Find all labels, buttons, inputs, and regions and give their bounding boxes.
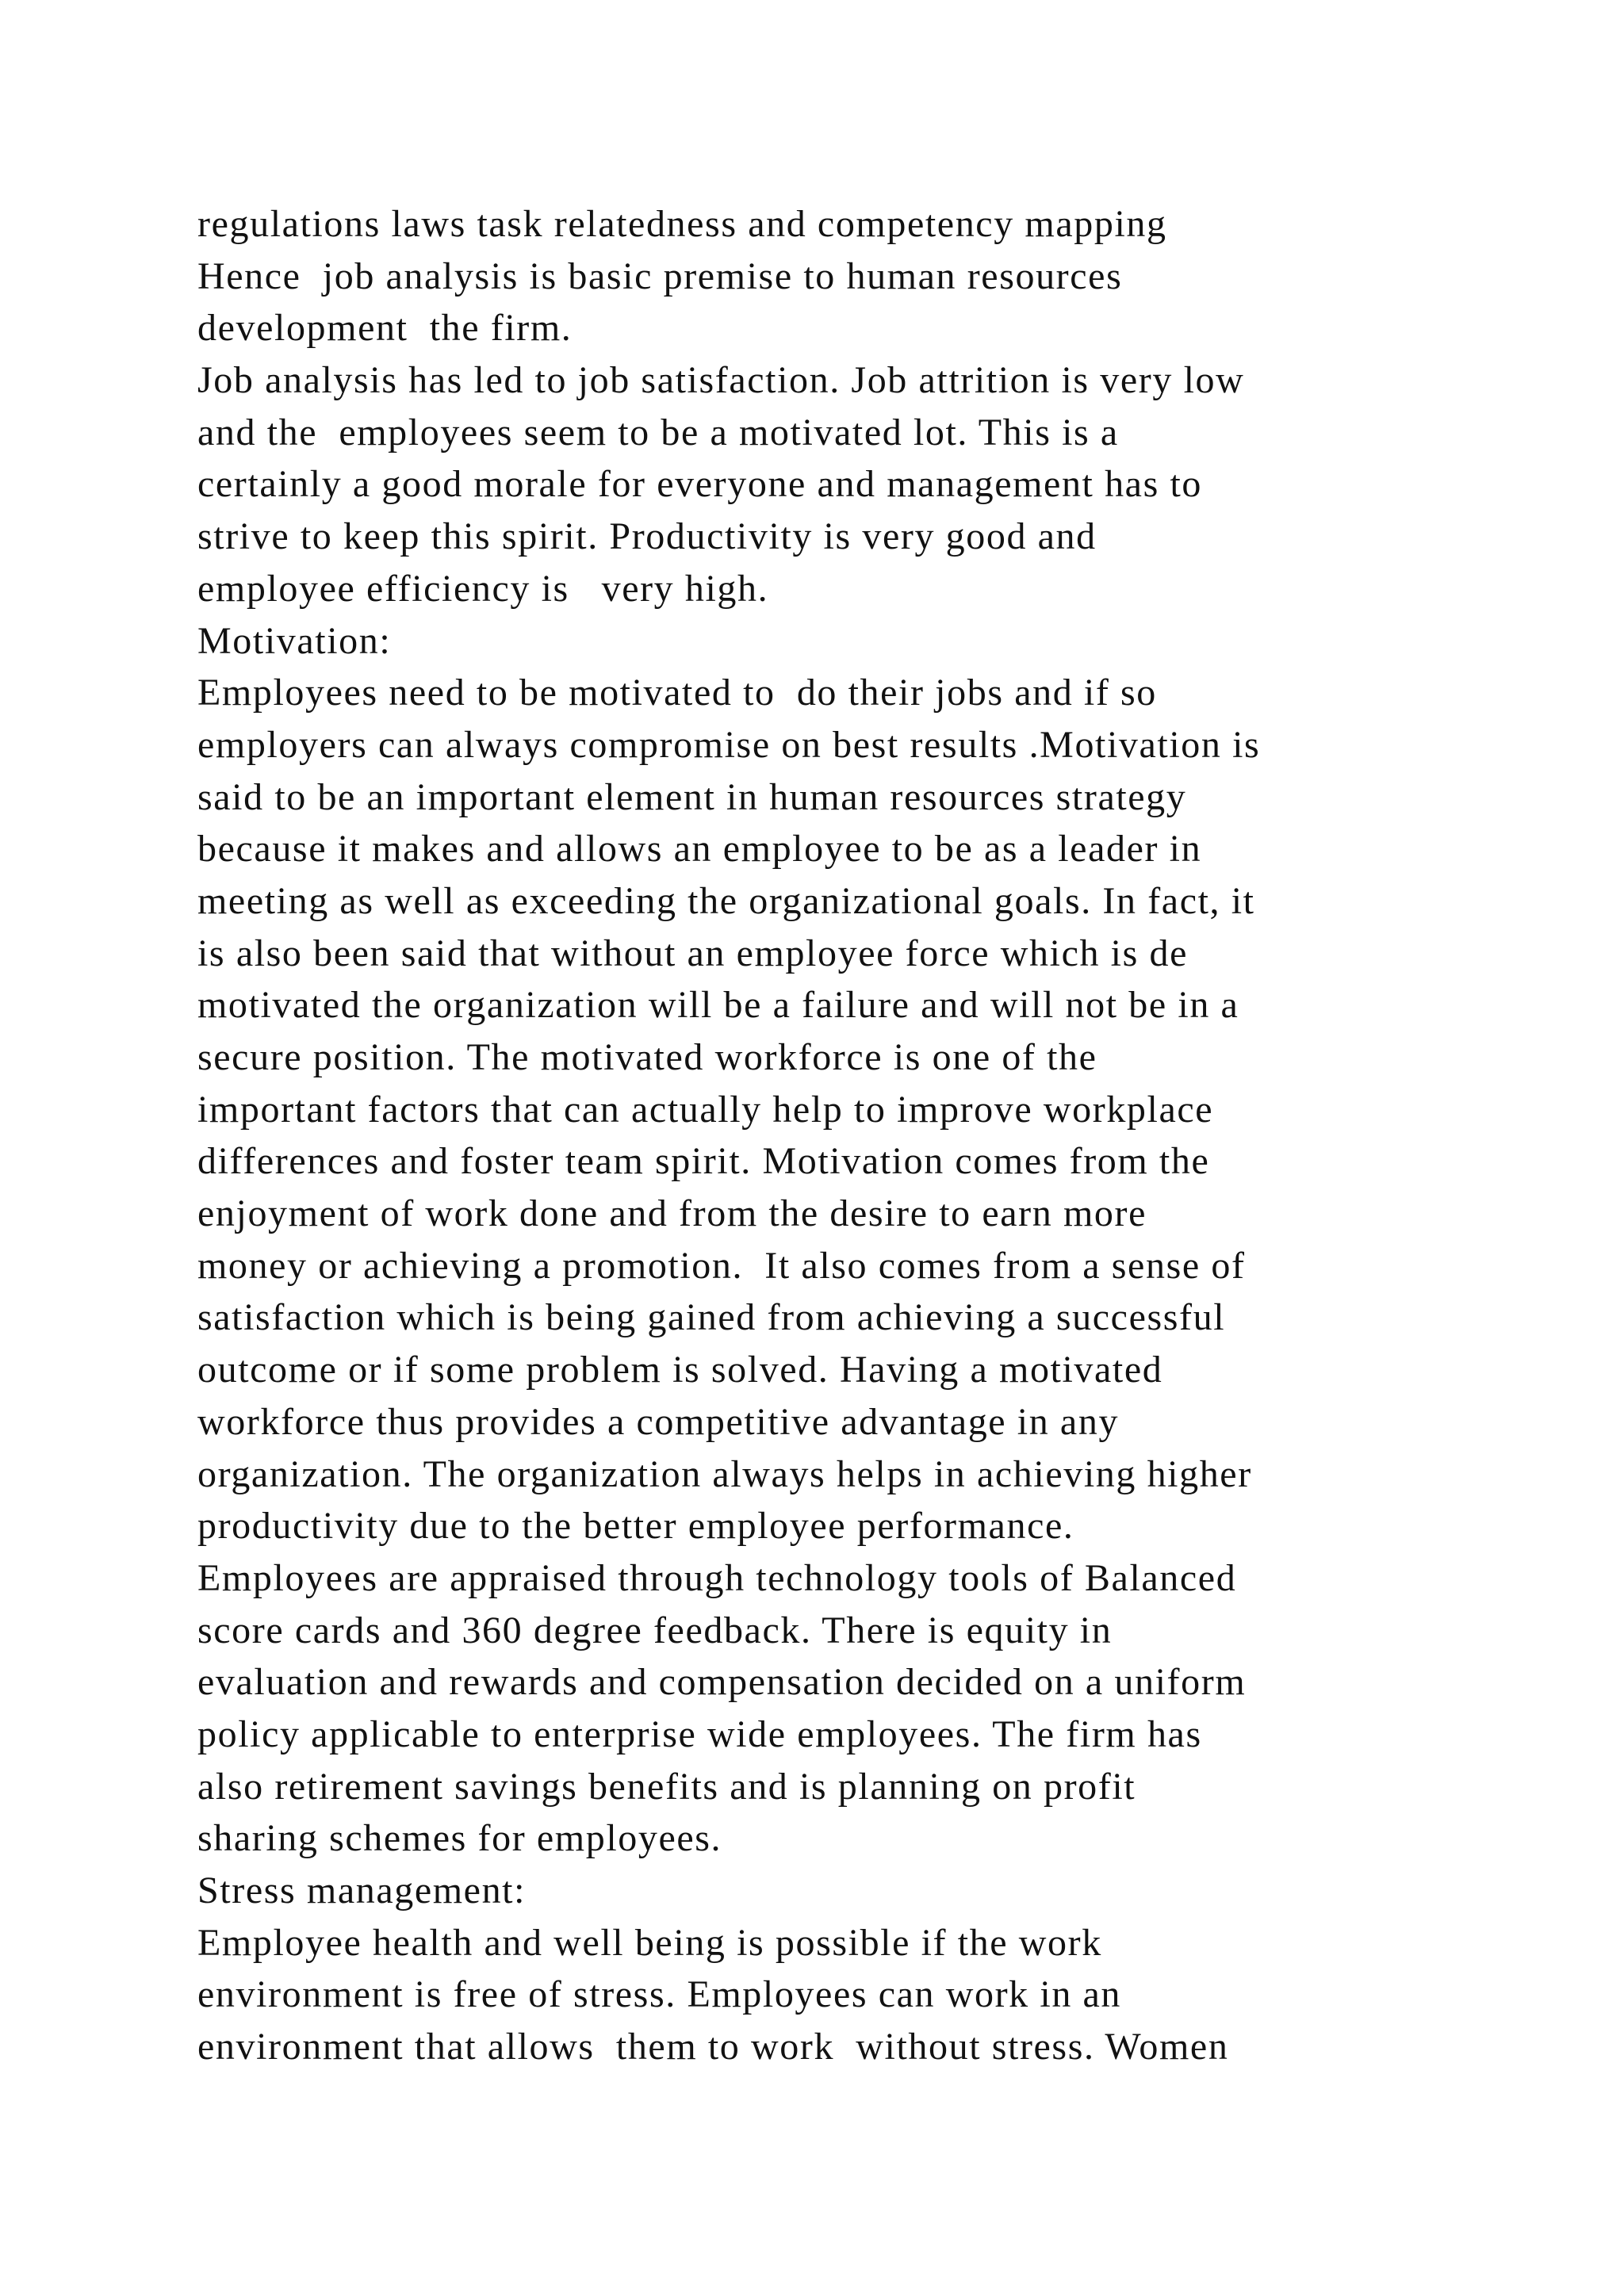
text-line: regulations laws task relatedness and competency mapping: [197, 203, 1167, 245]
text-line: motivated the organization will be a failure and will not be in a: [197, 984, 1239, 1027]
text-line: Hence job analysis is basic premise to human resources: [197, 254, 1123, 297]
text-line: organization. The organization always helps in achieving higher: [197, 1452, 1252, 1495]
text-line: score cards and 360 degree feedback. There is equity in: [197, 1609, 1113, 1651]
text-line: is also been said that without an employee force which is de: [197, 932, 1189, 974]
text-line: satisfaction which is being gained from achieving a successful: [197, 1296, 1226, 1339]
text-line: Job analysis has led to job satisfaction. Job attrition is very low: [197, 359, 1245, 402]
text-line: secure position. The motivated workforce is one of the: [197, 1036, 1097, 1078]
text-line: strive to keep this spirit. Productivity is very good and: [197, 515, 1097, 558]
text-line: sharing schemes for employees.: [197, 1817, 722, 1860]
text-line: environment is free of stress. Employees can work in an: [197, 1973, 1122, 2016]
text-line: enjoyment of work done and from the desire to earn more: [197, 1192, 1147, 1235]
section-heading-stress-management: Stress management:: [197, 1869, 527, 1911]
body-text: [197, 198, 1593, 2073]
text-line: employers can always compromise on best results .Motivation is: [197, 723, 1261, 766]
text-line: evaluation and rewards and compensation decided on a uniform: [197, 1661, 1247, 1704]
section-heading-motivation: Motivation:: [197, 619, 392, 662]
text-line: Employees are appraised through technology tools of Balanced: [197, 1556, 1237, 1599]
text-line: certainly a good morale for everyone and management has to: [197, 463, 1202, 506]
text-line: policy applicable to enterprise wide employees. The firm has: [197, 1712, 1202, 1755]
text-line: Employee health and well being is possible if the work: [197, 1921, 1102, 1964]
text-line: development the firm.: [197, 307, 573, 350]
text-line: Employees need to be motivated to do their jobs and if so: [197, 672, 1157, 714]
text-line: said to be an important element in human resources strategy: [197, 775, 1187, 818]
text-line: differences and foster team spirit. Motivation comes from the: [197, 1140, 1210, 1183]
text-line: outcome or if some problem is solved. Having a motivated: [197, 1349, 1163, 1391]
text-line: environment that allows them to work without stress. Women: [197, 2026, 1229, 2068]
text-line: important factors that can actually help to improve workplace: [197, 1088, 1214, 1131]
text-line: workforce thus provides a competitive advantage in any: [197, 1400, 1120, 1443]
text-line: employee efficiency is very high.: [197, 567, 769, 610]
text-line: meeting as well as exceeding the organizational goals. In fact, it: [197, 879, 1255, 922]
text-line: and the employees seem to be a motivated lot. This is a: [197, 411, 1119, 453]
text-line: because it makes and allows an employee to be as a leader in: [197, 828, 1202, 871]
text-line: productivity due to the better employee performance.: [197, 1505, 1074, 1548]
text-line: money or achieving a promotion. It also comes from a sense of: [197, 1244, 1246, 1287]
text-line: also retirement savings benefits and is planning on profit: [197, 1765, 1136, 1808]
